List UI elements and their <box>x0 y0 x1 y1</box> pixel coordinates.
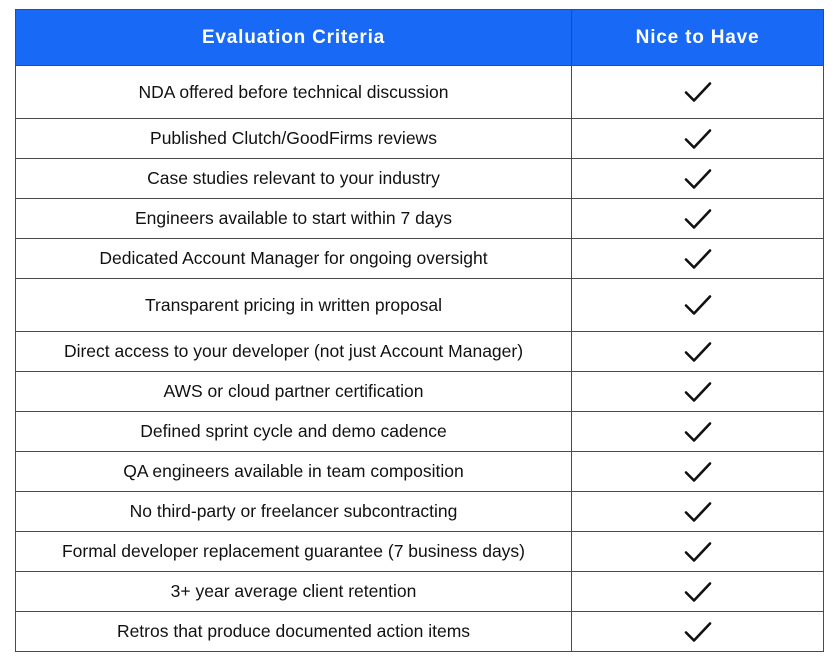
nice-to-have-cell <box>572 612 824 652</box>
table-row <box>16 159 824 199</box>
criterion-cell: Published Clutch/GoodFirms reviews <box>16 119 572 159</box>
nice-to-have-cell <box>572 452 824 492</box>
table-row <box>16 372 824 412</box>
check-icon <box>683 207 713 231</box>
nice-to-have-cell <box>572 372 824 412</box>
table-row <box>16 492 824 532</box>
check-icon <box>683 500 713 524</box>
nice-to-have-cell <box>572 532 824 572</box>
criterion-cell: Direct access to your developer (not just Account Manager) <box>16 332 572 372</box>
nice-to-have-cell <box>572 239 824 279</box>
header-nice-to-have: Nice to Have <box>572 10 824 66</box>
nice-to-have-cell <box>572 199 824 239</box>
criterion-cell: NDA offered before technical discussion <box>16 66 572 119</box>
table-row <box>16 612 824 652</box>
check-icon <box>683 580 713 604</box>
comparison-table-container <box>15 9 823 652</box>
nice-to-have-cell <box>572 119 824 159</box>
check-icon <box>683 80 713 104</box>
check-icon <box>683 460 713 484</box>
criterion-cell: Retros that produce documented action items <box>16 612 572 652</box>
check-icon <box>683 540 713 564</box>
table-row <box>16 532 824 572</box>
check-icon <box>683 620 713 644</box>
criterion-cell: 3+ year average client retention <box>16 572 572 612</box>
header-evaluation-criteria: Evaluation Criteria <box>16 10 572 66</box>
table-row <box>16 279 824 332</box>
check-icon <box>683 127 713 151</box>
criterion-cell: Engineers available to start within 7 days <box>16 199 572 239</box>
table-body <box>16 66 824 652</box>
check-icon <box>683 167 713 191</box>
criterion-cell: Dedicated Account Manager for ongoing oversight <box>16 239 572 279</box>
criterion-cell: Transparent pricing in written proposal <box>16 279 572 332</box>
nice-to-have-cell <box>572 332 824 372</box>
check-icon <box>683 380 713 404</box>
table-row <box>16 199 824 239</box>
evaluation-criteria-table <box>15 9 824 652</box>
table-row <box>16 452 824 492</box>
criterion-cell: AWS or cloud partner certification <box>16 372 572 412</box>
criterion-cell: QA engineers available in team composition <box>16 452 572 492</box>
criterion-cell: Defined sprint cycle and demo cadence <box>16 412 572 452</box>
nice-to-have-cell <box>572 412 824 452</box>
criterion-cell: No third-party or freelancer subcontracting <box>16 492 572 532</box>
nice-to-have-cell <box>572 492 824 532</box>
nice-to-have-cell <box>572 572 824 612</box>
criterion-cell: Case studies relevant to your industry <box>16 159 572 199</box>
check-icon <box>683 293 713 317</box>
criterion-cell: Formal developer replacement guarantee (7 business days) <box>16 532 572 572</box>
header-row <box>16 10 824 66</box>
table-row <box>16 239 824 279</box>
table-row <box>16 572 824 612</box>
check-icon <box>683 340 713 364</box>
table-row <box>16 119 824 159</box>
check-icon <box>683 420 713 444</box>
table-row <box>16 412 824 452</box>
table-row <box>16 66 824 119</box>
check-icon <box>683 247 713 271</box>
nice-to-have-cell <box>572 279 824 332</box>
nice-to-have-cell <box>572 66 824 119</box>
nice-to-have-cell <box>572 159 824 199</box>
table-header <box>16 10 824 66</box>
table-row <box>16 332 824 372</box>
